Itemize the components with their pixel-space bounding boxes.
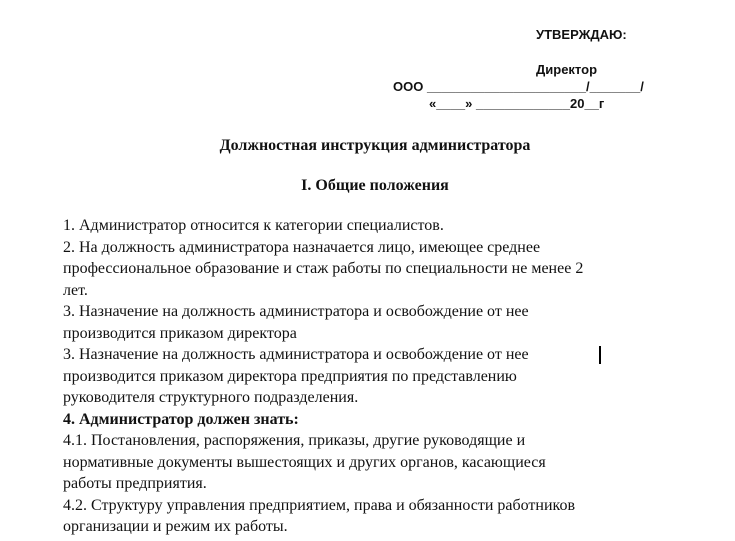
body-line: 3. Назначение на должность администратора и освобождение от нее: [63, 346, 529, 363]
body-line: лет.: [63, 281, 88, 299]
body-line: 4.2. Структуру управления предприятием, права и обязанности работников: [63, 496, 576, 514]
approval-signature-line: ООО ______________________/_______/: [393, 79, 644, 94]
document-title: Должностная инструкция администратора: [219, 137, 531, 154]
body-line: профессиональное образование и стаж работы по специальности не менее 2: [63, 260, 584, 277]
body-line: производится приказом директора: [63, 324, 297, 342]
body-line: 4.1. Постановления, распоряжения, приказы, другие руководящие и: [63, 432, 526, 449]
body-line: 1. Администратор относится к категории специалистов.: [63, 217, 444, 234]
subsection-heading: 4. Администратор должен знать:: [63, 410, 299, 428]
text-cursor: [599, 346, 601, 364]
body-line: организации и режим их работы.: [63, 518, 288, 535]
body-line: производится приказом директора предприятия по представлению: [63, 367, 517, 385]
body-line: 3. Назначение на должность администратора и освобождение от нее: [63, 303, 529, 320]
approval-date-line: «____» _____________20__г: [429, 96, 605, 111]
body-line: 2. На должность администратора назначается лицо, имеющее среднее: [63, 238, 541, 256]
section-title: I. Общие положения: [301, 177, 449, 194]
body-line: работы предприятия.: [63, 475, 207, 492]
body-line: руководителя структурного подразделения.: [63, 389, 359, 406]
approval-label: УТВЕРЖДАЮ:: [536, 27, 627, 42]
approval-position: Директор: [536, 62, 598, 77]
body-line: нормативные документы вышестоящих и других органов, касающиеся: [63, 453, 546, 471]
document-body[interactable]: [63, 215, 723, 538]
